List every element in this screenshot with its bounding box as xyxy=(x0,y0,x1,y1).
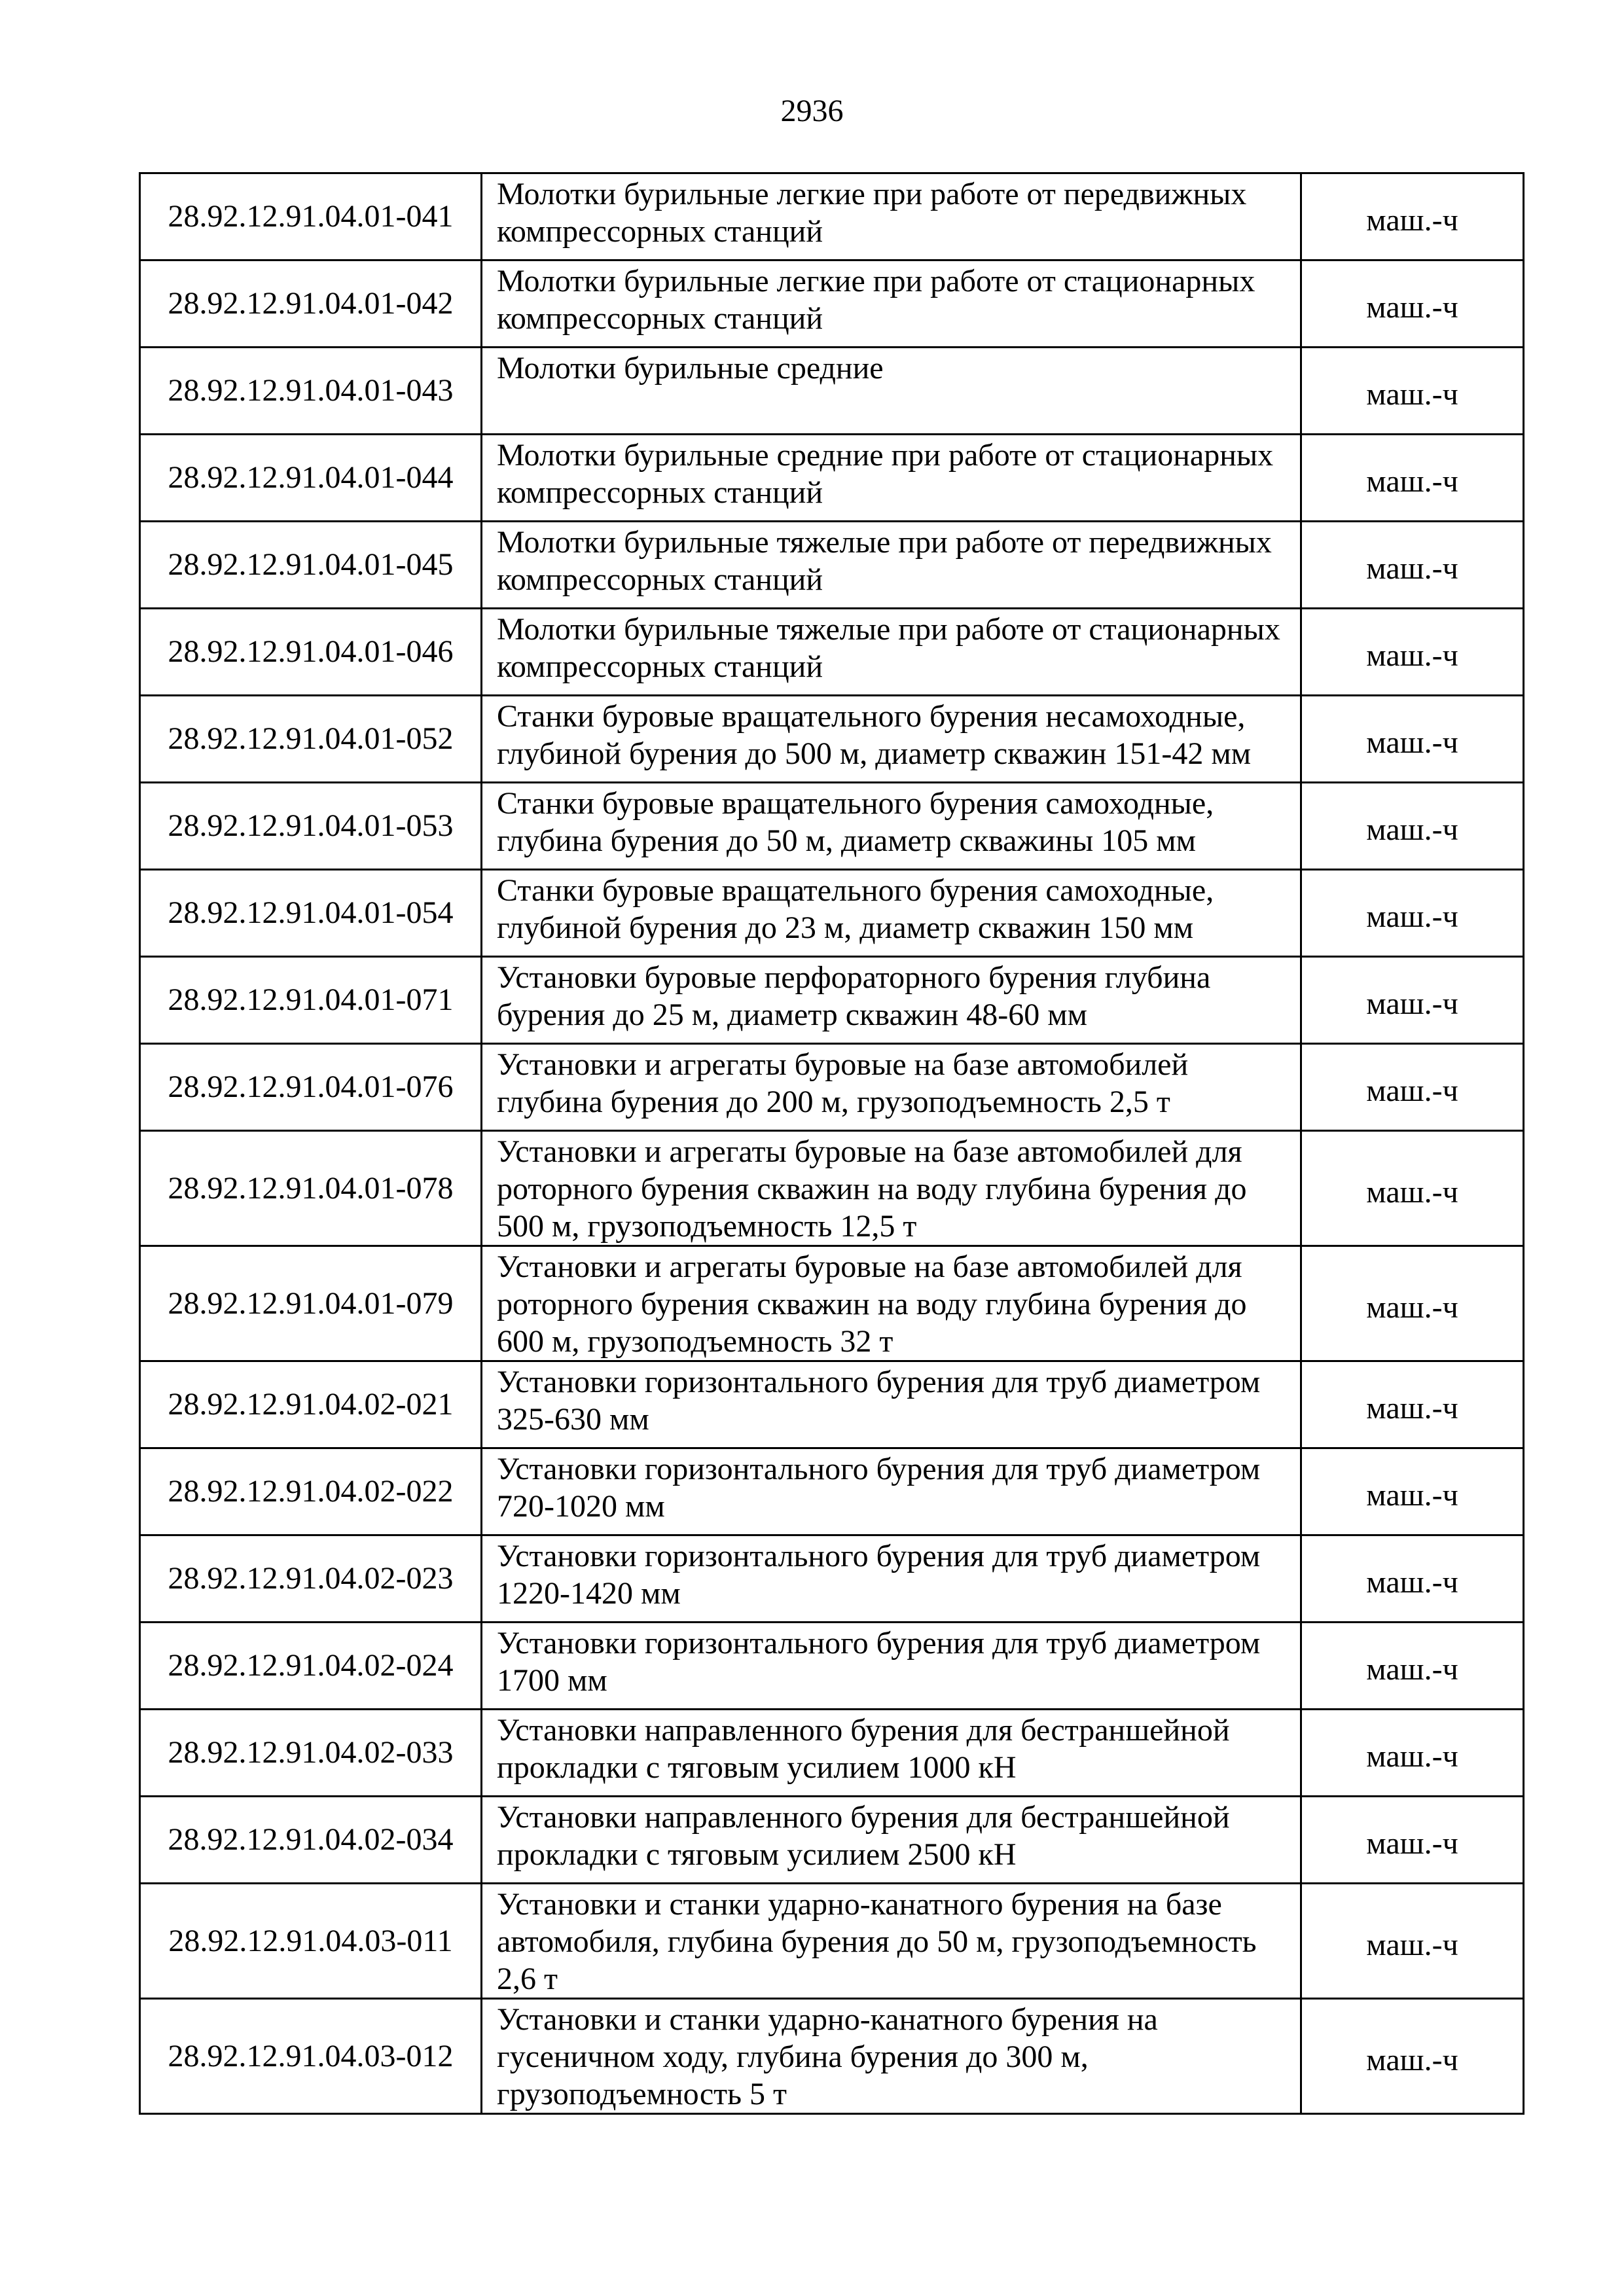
row-name: Станки буровые вращательного бурения самоходные, глубина бурения до 50 м, диаметр скважины 105 мм xyxy=(482,783,1301,870)
row-unit: маш.-ч xyxy=(1301,348,1524,435)
row-name: Установки и станки ударно-канатного бурения на базе автомобиля, глубина бурения до 50 м, грузоподъемность 2,6 т xyxy=(482,1884,1301,1999)
table-row xyxy=(140,1131,1524,1246)
row-name: Установки буровые перфораторного бурения глубина бурения до 25 м, диаметр скважин 48-60 мм xyxy=(482,957,1301,1044)
row-code: 28.92.12.91.04.01-078 xyxy=(140,1131,482,1246)
row-name: Станки буровые вращательного бурения несамоходные, глубиной бурения до 500 м, диаметр скважин 151-42 мм xyxy=(482,696,1301,783)
row-unit: маш.-ч xyxy=(1301,1797,1524,1884)
table-row xyxy=(140,522,1524,609)
table-row xyxy=(140,783,1524,870)
table-row xyxy=(140,1535,1524,1623)
row-unit: маш.-ч xyxy=(1301,1710,1524,1797)
row-unit: маш.-ч xyxy=(1301,1535,1524,1623)
row-unit: маш.-ч xyxy=(1301,870,1524,957)
row-unit: маш.-ч xyxy=(1301,173,1524,260)
row-unit: маш.-ч xyxy=(1301,435,1524,522)
table-row xyxy=(140,1044,1524,1131)
row-unit: маш.-ч xyxy=(1301,1361,1524,1448)
row-code: 28.92.12.91.04.01-053 xyxy=(140,783,482,870)
row-code: 28.92.12.91.04.01-071 xyxy=(140,957,482,1044)
row-code: 28.92.12.91.04.01-045 xyxy=(140,522,482,609)
table-row xyxy=(140,260,1524,348)
row-name: Станки буровые вращательного бурения самоходные, глубиной бурения до 23 м, диаметр скважин 150 мм xyxy=(482,870,1301,957)
row-name: Установки горизонтального бурения для труб диаметром 325-630 мм xyxy=(482,1361,1301,1448)
table-row xyxy=(140,173,1524,260)
row-code: 28.92.12.91.04.01-052 xyxy=(140,696,482,783)
row-name: Установки горизонтального бурения для труб диаметром 720-1020 мм xyxy=(482,1448,1301,1535)
row-name: Установки и агрегаты буровые на базе автомобилей для роторного бурения скважин на воду глубина бурения до 600 м, грузоподъемность 32 т xyxy=(482,1246,1301,1361)
table-row xyxy=(140,1623,1524,1710)
row-code: 28.92.12.91.04.01-044 xyxy=(140,435,482,522)
row-code: 28.92.12.91.04.03-011 xyxy=(140,1884,482,1999)
row-code: 28.92.12.91.04.01-046 xyxy=(140,609,482,696)
row-unit: маш.-ч xyxy=(1301,1884,1524,1999)
row-unit: маш.-ч xyxy=(1301,957,1524,1044)
row-code: 28.92.12.91.04.03-012 xyxy=(140,1999,482,2114)
table-row xyxy=(140,1797,1524,1884)
table-row xyxy=(140,1710,1524,1797)
table-row xyxy=(140,435,1524,522)
row-code: 28.92.12.91.04.01-076 xyxy=(140,1044,482,1131)
table-row xyxy=(140,1361,1524,1448)
table-row xyxy=(140,609,1524,696)
row-unit: маш.-ч xyxy=(1301,609,1524,696)
row-code: 28.92.12.91.04.01-041 xyxy=(140,173,482,260)
row-unit: маш.-ч xyxy=(1301,260,1524,348)
row-code: 28.92.12.91.04.01-079 xyxy=(140,1246,482,1361)
row-name: Установки и агрегаты буровые на базе автомобилей для роторного бурения скважин на воду глубина бурения до 500 м, грузоподъемность 12,5 т xyxy=(482,1131,1301,1246)
row-code: 28.92.12.91.04.02-021 xyxy=(140,1361,482,1448)
row-code: 28.92.12.91.04.02-023 xyxy=(140,1535,482,1623)
row-unit: маш.-ч xyxy=(1301,1131,1524,1246)
row-unit: маш.-ч xyxy=(1301,1623,1524,1710)
row-code: 28.92.12.91.04.02-034 xyxy=(140,1797,482,1884)
row-name: Молотки бурильные легкие при работе от передвижных компрессорных станций xyxy=(482,173,1301,260)
table-row xyxy=(140,696,1524,783)
row-code: 28.92.12.91.04.02-022 xyxy=(140,1448,482,1535)
row-unit: маш.-ч xyxy=(1301,522,1524,609)
row-name: Молотки бурильные тяжелые при работе от передвижных компрессорных станций xyxy=(482,522,1301,609)
row-code: 28.92.12.91.04.01-043 xyxy=(140,348,482,435)
row-unit: маш.-ч xyxy=(1301,1448,1524,1535)
table-row xyxy=(140,348,1524,435)
row-name: Молотки бурильные средние xyxy=(482,348,1301,435)
table-row xyxy=(140,1246,1524,1361)
row-name: Молотки бурильные средние при работе от стационарных компрессорных станций xyxy=(482,435,1301,522)
table-row xyxy=(140,957,1524,1044)
row-name: Установки направленного бурения для бестраншейной прокладки с тяговым усилием 2500 кН xyxy=(482,1797,1301,1884)
row-name: Молотки бурильные тяжелые при работе от стационарных компрессорных станций xyxy=(482,609,1301,696)
row-name: Установки горизонтального бурения для труб диаметром 1700 мм xyxy=(482,1623,1301,1710)
row-code: 28.92.12.91.04.01-054 xyxy=(140,870,482,957)
table-row xyxy=(140,1884,1524,1999)
table-row xyxy=(140,1448,1524,1535)
table-row xyxy=(140,1999,1524,2114)
row-name: Установки направленного бурения для бестраншейной прокладки с тяговым усилием 1000 кН xyxy=(482,1710,1301,1797)
table-row xyxy=(140,870,1524,957)
row-name: Установки горизонтального бурения для труб диаметром 1220-1420 мм xyxy=(482,1535,1301,1623)
row-code: 28.92.12.91.04.01-042 xyxy=(140,260,482,348)
row-code: 28.92.12.91.04.02-024 xyxy=(140,1623,482,1710)
row-name: Установки и агрегаты буровые на базе автомобилей глубина бурения до 200 м, грузоподъемность 2,5 т xyxy=(482,1044,1301,1131)
page-number: 2936 xyxy=(780,94,844,128)
row-code: 28.92.12.91.04.02-033 xyxy=(140,1710,482,1797)
resource-table xyxy=(139,172,1525,2115)
row-name: Молотки бурильные легкие при работе от стационарных компрессорных станций xyxy=(482,260,1301,348)
row-unit: маш.-ч xyxy=(1301,696,1524,783)
row-unit: маш.-ч xyxy=(1301,1999,1524,2114)
row-name: Установки и станки ударно-канатного бурения на гусеничном ходу, глубина бурения до 300 м, грузоподъемность 5 т xyxy=(482,1999,1301,2114)
row-unit: маш.-ч xyxy=(1301,783,1524,870)
row-unit: маш.-ч xyxy=(1301,1246,1524,1361)
row-unit: маш.-ч xyxy=(1301,1044,1524,1131)
